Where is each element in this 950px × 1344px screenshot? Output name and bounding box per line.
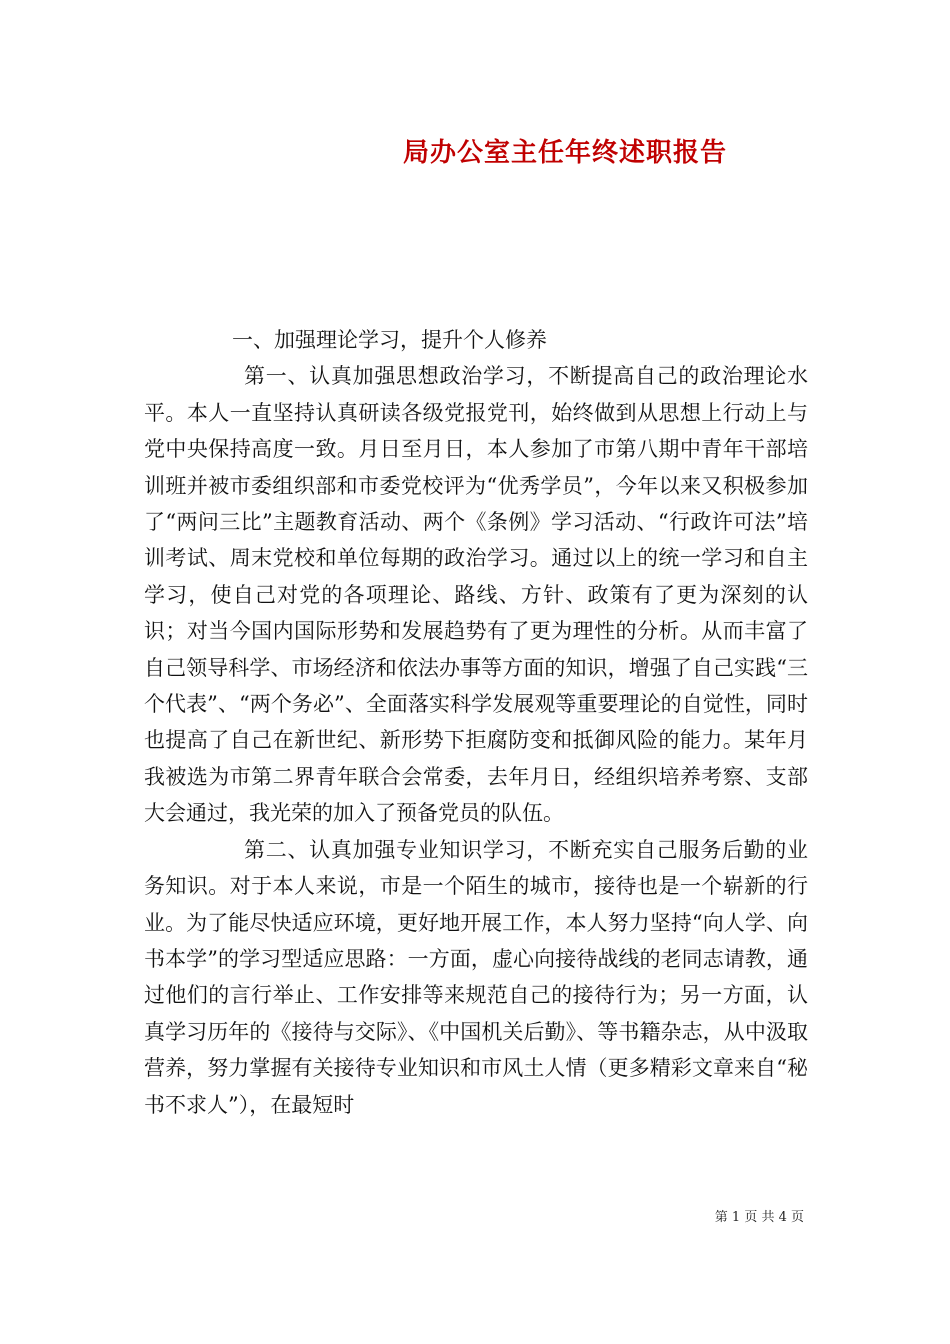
document-body — [144, 322, 808, 1123]
section-heading: 一、加强理论学习，提升个人修养 — [232, 328, 547, 352]
paragraph-2: 第二、认真加强专业知识学习，不断充实自己服务后勤的业务知识。对于本人来说，市是一个陌生的城市，接待也是一个崭新的行业。为了能尽快适应环境，更好地开展工作，本人努力坚持“向人学、向书本学”的学习型适应思路：一方面，虚心向接待战线的老同志请教，通过他们的言行举止、工作安排等来规范自己的接待行为；另一方面，认真学习历年的《接待与交际》、《中国机关后勤》、等书籍杂志，从中汲取营养，努力掌握有关接待专业知识和市风土人情（更多精彩文章来自“秘书不求人”），在最短时 — [144, 837, 808, 1117]
paragraph-1: 第一、认真加强思想政治学习，不断提高自己的政治理论水平。本人一直坚持认真研读各级党报党刊，始终做到从思想上行动上与党中央保持高度一致。月日至月日，本人参加了市第八期中青年干部培训班并被市委组织部和市委党校评为“优秀学员”，今年以来又积极参加了“两问三比”主题教育活动、两个《条例》学习活动、“行政许可法”培训考试、周末党校和单位每期的政治学习。通过以上的统一学习和自主学习，使自己对党的各项理论、路线、方针、政策有了更为深刻的认识；对当今国内国际形势和发展趋势有了更为理性的分析。从而丰富了自己领导科学、市场经济和依法办事等方面的知识，增强了自己实践“三个代表”、“两个务必”、全面落实科学发展观等重要理论的自觉性，同时也提高了自己在新世纪、新形势下拒腐防变和抵御风险的能力。某年月我被选为市第二界青年联合会常委，去年月日，经组织培养考察、支部大会通过，我光荣的加入了预备党员的队伍。 — [144, 364, 808, 826]
page-number-footer: 第 1 页 共 4 页 — [714, 1210, 804, 1225]
document-title: 局办公室主任年终述职报告 — [402, 138, 727, 168]
